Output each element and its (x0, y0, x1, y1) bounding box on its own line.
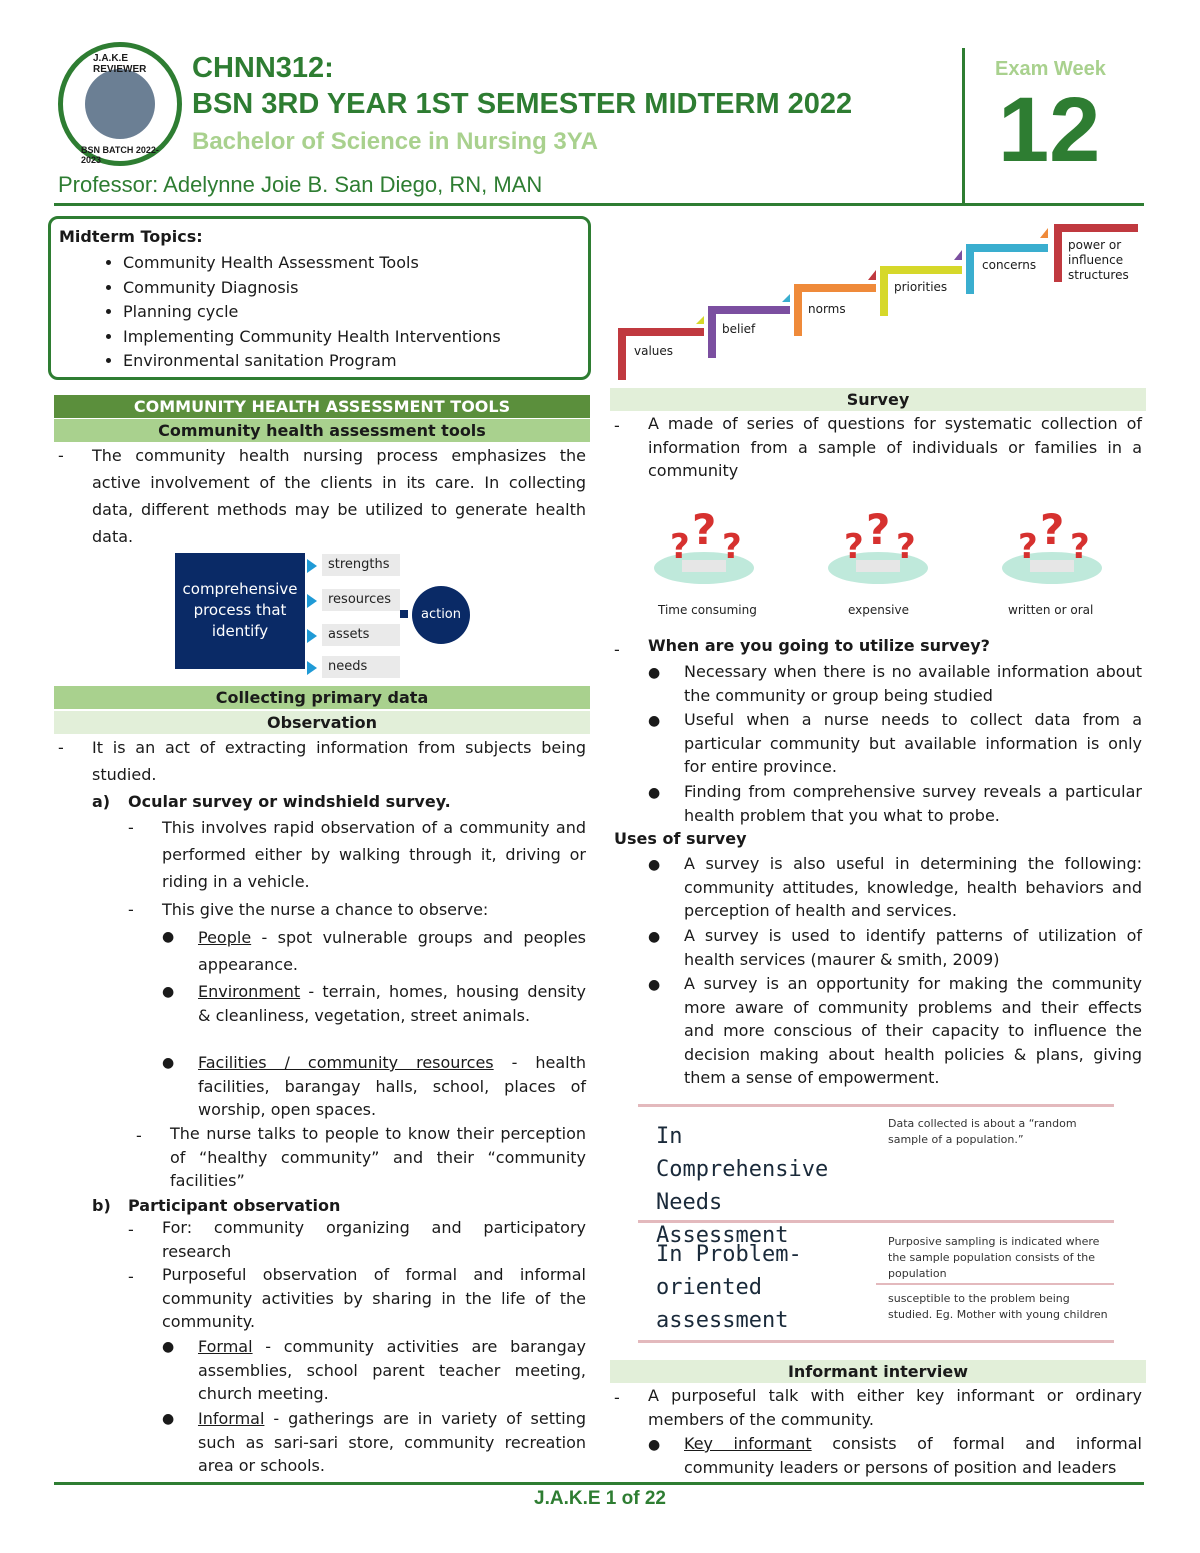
svg-text:?: ? (1040, 505, 1065, 554)
people-text: - spot vulnerable groups and peoples appearance. (198, 928, 586, 974)
panel-problem-note-1: Purposive sampling is indicated where the sample population consists of the population (888, 1235, 1100, 1280)
equals-icon (400, 610, 408, 618)
panel-rule (638, 1104, 1114, 1107)
dash-marker: - (58, 738, 64, 757)
topic-item: • Implementing Community Health Interventions (123, 325, 501, 350)
diagram-box-label: comprehensive process that identify (182, 580, 298, 640)
term-key-informant: Key informant (684, 1434, 812, 1453)
exam-week-label: Exam Week (995, 58, 1106, 80)
footer-rule (54, 1482, 1144, 1485)
topics-heading: Midterm Topics: (59, 227, 203, 246)
topic-item: • Community Health Assessment Tools (123, 251, 501, 276)
icon-caption-expensive: expensive (848, 603, 909, 617)
arrow-icon (307, 594, 317, 608)
dash-marker: - (128, 818, 134, 837)
informant-definition: A purposeful talk with either key informant or ordinary members of the community. (648, 1386, 1142, 1429)
subsection-title: Community health assessment tools (54, 419, 590, 442)
list-label-a: a) (92, 792, 111, 811)
question-marks-icon (652, 498, 756, 584)
question-marks-icon (826, 498, 930, 584)
arrow-icon (307, 629, 317, 643)
observe-facilities (198, 1051, 586, 1122)
logo-photo (85, 69, 155, 139)
page-footer: J.A.K.E 1 of 22 (534, 1488, 666, 1509)
term-environment: Environment (198, 982, 301, 1001)
bullet-icon: ● (162, 1411, 175, 1427)
when-item: Useful when a nurse needs to collect data from a particular community but available information is only for entire province. (684, 710, 1142, 776)
when-item: Finding from comprehensive survey reveals a particular health problem that you what to probe. (684, 782, 1142, 825)
key-informant-text: consists of formal and informal community leaders or persons of position and leaders (684, 1434, 1142, 1477)
bullet-icon: ● (648, 977, 661, 993)
topic-item: • Planning cycle (123, 300, 501, 325)
panel-problem-heading: In Problem-oriented assessment (656, 1242, 802, 1333)
formal-activities (198, 1335, 586, 1406)
step-label-norms: norms (808, 302, 846, 316)
step-label-power: power or influence structures (1068, 238, 1129, 282)
dash-marker: - (128, 1220, 134, 1239)
uses-survey-title: Uses of survey (614, 829, 747, 848)
culture-stairs-diagram (618, 220, 1148, 384)
svg-text:?: ? (896, 527, 916, 567)
bullet-icon: ● (648, 929, 661, 945)
question-marks-icon (1000, 498, 1104, 584)
ocular-survey-desc: This involves rapid observation of a community and performed either by walking through it, driving or riding in a vehicle. (162, 818, 586, 891)
svg-text:?: ? (670, 527, 690, 567)
panel-comprehensive-heading: In Comprehensive Needs Assessment (656, 1124, 829, 1248)
panel-rule (638, 1220, 1114, 1223)
step-label-priorities: priorities (894, 280, 948, 294)
arrow-icon (307, 559, 317, 573)
page-subtitle: Bachelor of Science in Nursing 3YA (192, 128, 598, 155)
informal-activities (198, 1407, 586, 1478)
bullet-icon: ● (162, 929, 175, 945)
facilities-text: - health facilities, barangay halls, school, places of worship, open spaces. (198, 1053, 587, 1119)
bullet-icon: ● (162, 984, 175, 1000)
list-label-b: b) (92, 1196, 111, 1215)
svg-text:?: ? (1018, 527, 1038, 567)
nurse-talks: The nurse talks to people to know their perception of “healthy community” and their “community facilities” (170, 1124, 586, 1190)
bullet-icon: ● (648, 785, 661, 801)
dash-marker: - (58, 446, 64, 465)
environment-text: - terrain, homes, housing density & cleanliness, vegetation, street animals. (198, 982, 586, 1025)
observe-environment (198, 980, 586, 1027)
arrow-icon (307, 661, 317, 675)
ocular-survey-title: Ocular survey or windshield survey. (128, 792, 451, 811)
bullet-icon: ● (648, 857, 661, 873)
svg-text:?: ? (692, 505, 717, 554)
dash-marker: - (614, 1388, 620, 1407)
dash-marker: - (128, 1267, 134, 1286)
section-title: COMMUNITY HEALTH ASSESSMENT TOOLS (54, 395, 590, 418)
topics-box (48, 216, 591, 380)
logo-bottom-text: BSN BATCH 2022-2023 (81, 145, 159, 165)
participant-desc: Purposeful observation of formal and informal community activities by sharing in the life of the community. (162, 1265, 586, 1331)
term-people: People (198, 928, 252, 947)
uses-item: A survey is an opportunity for making the community more aware of community problems and their effects and more conscious of their capacity to influence the decision making about health policies & plans, giving them a sense of empowerment. (684, 974, 1142, 1087)
uses-item: A survey is also useful in determining the following: community attitudes, knowledge, health behaviors and perception of health and services. (684, 854, 1142, 920)
step-label-belief: belief (722, 322, 756, 336)
header-divider (962, 48, 965, 206)
svg-text:?: ? (844, 527, 864, 567)
participant-for: For: community organizing and participatory research (162, 1218, 586, 1261)
panel-comprehensive-note: Data collected is about a “random sample of a population.” (888, 1117, 1077, 1146)
observe-intro: This give the nurse a chance to observe: (162, 900, 489, 919)
course-code: CHNN312: (192, 52, 334, 84)
diagram-item-needs: needs (322, 656, 400, 678)
bullet-icon: ● (648, 1437, 661, 1453)
bullet-icon: ● (648, 665, 661, 681)
informant-interview-title: Informant interview (610, 1360, 1146, 1383)
diagram-action-circle: action (412, 586, 470, 644)
page-title: BSN 3RD YEAR 1ST SEMESTER MIDTERM 2022 (192, 88, 853, 120)
panel-rule (876, 1283, 1114, 1285)
exam-week-number: 12 (998, 79, 1101, 181)
svg-text:?: ? (1070, 527, 1090, 567)
svg-text:?: ? (866, 505, 891, 554)
topics-list (93, 251, 501, 374)
panel-rule (638, 1340, 1114, 1343)
svg-text:?: ? (722, 527, 742, 567)
survey-definition: A made of series of questions for systematic collection of information from a sample of individuals or families in a community (648, 414, 1142, 480)
header-rule (54, 203, 1144, 206)
uses-item: A survey is used to identify patterns of utilization of health services (maurer & smith, 2009) (684, 926, 1142, 969)
when-survey-question: When are you going to utilize survey? (648, 636, 990, 655)
diagram-item-strengths: strengths (322, 554, 400, 576)
term-facilities: Facilities / community resources (198, 1053, 494, 1072)
dash-marker: - (136, 1126, 142, 1145)
dash-marker: - (614, 640, 620, 659)
icon-caption-time: Time consuming (658, 603, 757, 617)
diagram-item-resources: resources (322, 589, 400, 611)
observation-title: Observation (54, 711, 590, 734)
when-item: Necessary when there is no available information about the community or group being studied (684, 662, 1142, 705)
informal-text: - gatherings are in variety of setting such as sari-sari store, community recreation area or schools. (198, 1409, 586, 1475)
observe-people (198, 924, 586, 978)
step-label-values: values (634, 344, 674, 358)
intro-paragraph: The community health nursing process emphasizes the active involvement of the clients in its care. In collecting data, different methods may be utilized to generate health data. (92, 446, 586, 546)
bullet-icon: ● (162, 1339, 175, 1355)
key-informant (684, 1432, 1142, 1479)
term-formal: Formal (198, 1337, 253, 1356)
topic-item: • Community Diagnosis (123, 276, 501, 301)
professor-line: Professor: Adelynne Joie B. San Diego, RN, MAN (58, 172, 543, 197)
observation-definition: It is an act of extracting information from subjects being studied. (92, 738, 586, 784)
survey-title: Survey (610, 388, 1146, 411)
dash-marker: - (614, 416, 620, 435)
bullet-icon: ● (648, 713, 661, 729)
diagram-item-assets: assets (322, 624, 400, 646)
bullet-icon: ● (162, 1055, 175, 1071)
icon-caption-written: written or oral (1008, 603, 1094, 617)
formal-text: - community activities are barangay assemblies, school parent teacher meeting, church meeting. (198, 1337, 586, 1403)
diagram-box (175, 553, 305, 669)
logo-top-text: J.A.K.E REVIEWER (93, 53, 147, 75)
dash-marker: - (128, 900, 134, 919)
participant-observation-title: Participant observation (128, 1196, 341, 1215)
term-informal: Informal (198, 1409, 265, 1428)
topic-item: • Environmental sanitation Program (123, 349, 501, 374)
step-label-concerns: concerns (982, 258, 1037, 272)
reviewer-logo (58, 42, 182, 166)
panel-problem-note-2: susceptible to the problem being studied. Eg. Mother with young children (888, 1292, 1108, 1321)
collecting-title: Collecting primary data (54, 686, 590, 709)
